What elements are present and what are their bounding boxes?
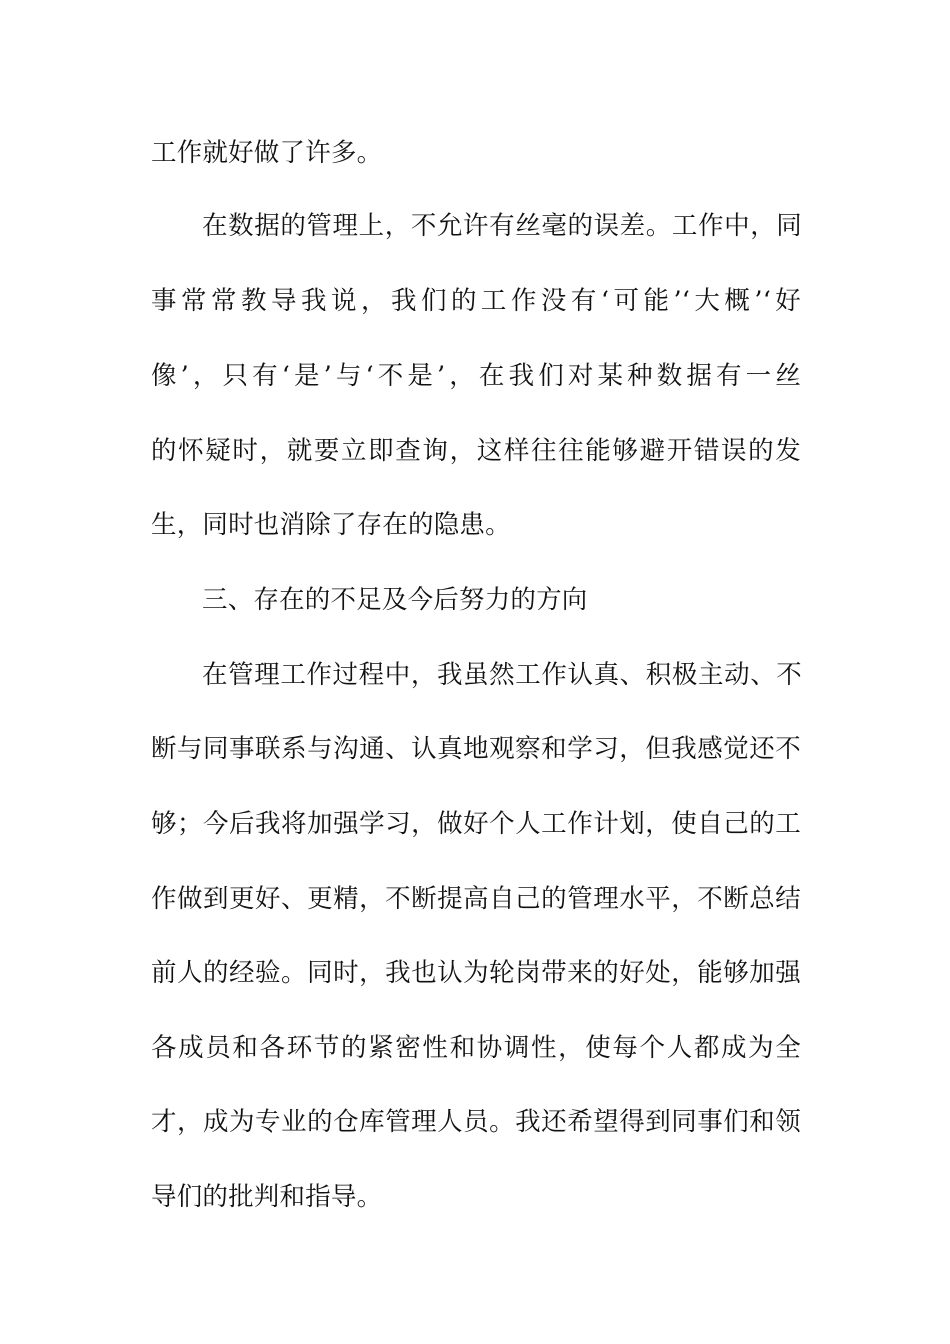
text-line: 作做到更好、更精，不断提高自己的管理水平，不断总结 — [151, 884, 801, 914]
text-line: 才，成为专业的仓库管理人员。我还希望得到同事们和领 — [151, 1107, 801, 1137]
paragraph-first-line: 在管理工作过程中，我虽然工作认真、积极主动、不 — [202, 660, 802, 690]
text-line: 各成员和各环节的紧密性和协调性，使每个人都成为全 — [151, 1033, 801, 1063]
paragraph-first-line: 在数据的管理上，不允许有丝毫的误差。工作中，同 — [202, 211, 802, 241]
text-line: 的怀疑时，就要立即查询，这样往往能够避开错误的发 — [151, 436, 801, 466]
text-line: 够；今后我将加强学习，做好个人工作计划，使自己的工 — [151, 809, 801, 839]
text-line: 像’，只有‘是’与‘不是’，在我们对某种数据有一丝 — [151, 361, 801, 391]
text-line: 前人的经验。同时，我也认为轮岗带来的好处，能够加强 — [151, 958, 801, 988]
text-line: 断与同事联系与沟通、认真地观察和学习，但我感觉还不 — [151, 734, 801, 764]
text-line: 工作就好做了许多。 — [151, 138, 383, 168]
section-heading: 三、存在的不足及今后努力的方向 — [202, 585, 588, 615]
text-line: 事常常教导我说，我们的工作没有‘可能’‘大概’‘好 — [151, 286, 801, 316]
text-line: 生，同时也消除了存在的隐患。 — [151, 510, 511, 540]
text-line: 导们的批判和指导。 — [151, 1182, 383, 1212]
